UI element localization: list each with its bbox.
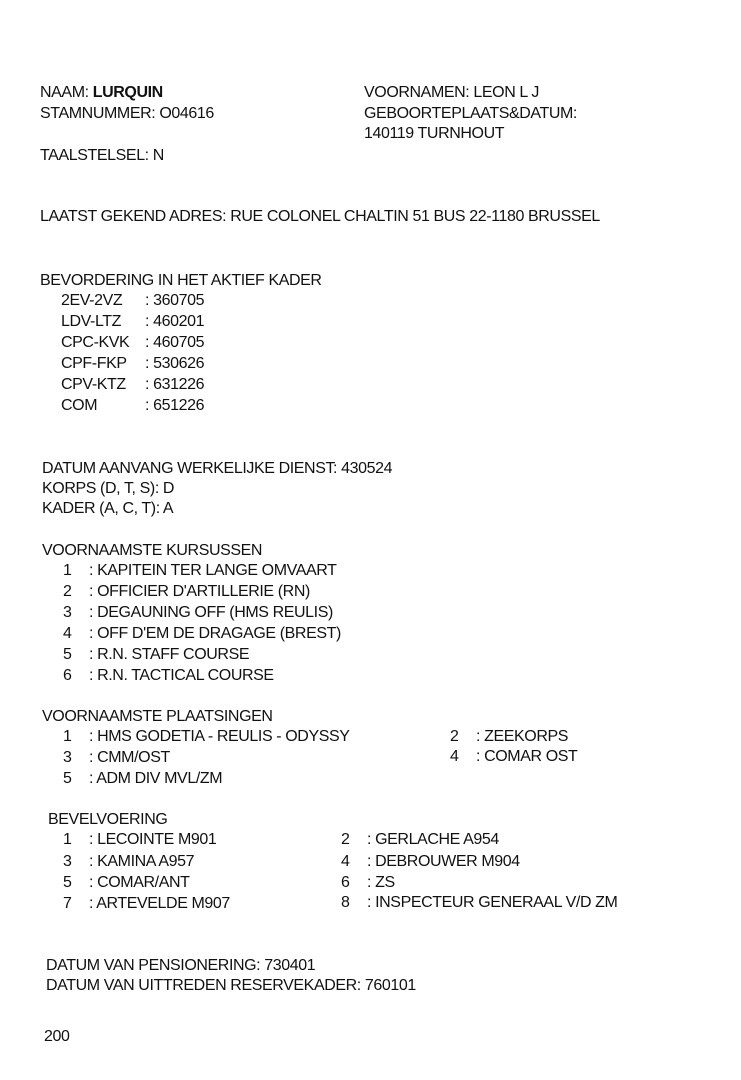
- plaatsing-item: [63, 769, 222, 789]
- aanvang-dienst: DATUM AANVANG WERKELIJKE DIENST: 430524: [42, 460, 393, 477]
- kursus-item: [63, 624, 341, 644]
- naam-line: [40, 83, 163, 103]
- bevel-item: [63, 873, 190, 893]
- adres-line: [40, 207, 600, 227]
- bevel-item: [341, 893, 617, 913]
- rank-date: : 651226: [145, 397, 205, 414]
- bevordering-title: BEVORDERING IN HET AKTIEF KADER: [40, 272, 322, 289]
- rank-date: : 460705: [145, 334, 205, 351]
- bevordering-row: [61, 291, 204, 311]
- kader: KADER (A, C, T): A: [42, 500, 174, 517]
- plaatsing-item: [450, 727, 568, 747]
- geboorte-value: 140119 TURNHOUT: [364, 125, 505, 142]
- item-text: : OFFICIER D'ARTILLERIE (RN): [89, 583, 310, 600]
- korps: KORPS (D, T, S): D: [42, 480, 175, 497]
- bevel-item: [63, 830, 216, 850]
- voornamen-line: [364, 83, 539, 103]
- bevel-item: [341, 852, 520, 872]
- kursus-item: [63, 645, 249, 665]
- taalstelsel-label: TAALSTELSEL:: [40, 147, 149, 164]
- item-text: : ARTEVELDE M907: [89, 895, 230, 912]
- taalstelsel-value: N: [152, 147, 164, 164]
- item-number: 1: [63, 562, 72, 579]
- item-number: 2: [450, 728, 459, 745]
- stamnummer-label: STAMNUMMER:: [40, 105, 156, 122]
- bevel-item: [63, 852, 194, 872]
- bevordering-row: [61, 354, 204, 374]
- plaatsingen-title: VOORNAAMSTE PLAATSINGEN: [42, 708, 273, 725]
- kursus-item: [63, 603, 333, 623]
- voornamen-label: VOORNAMEN:: [364, 84, 470, 101]
- item-text: : DEBROUWER M904: [367, 853, 520, 870]
- item-text: : ZS: [367, 874, 395, 891]
- plaatsing-item: [63, 748, 170, 768]
- item-number: 5: [63, 770, 72, 787]
- bevelvoering-title: BEVELVOERING: [48, 811, 168, 828]
- item-text: : COMAR OST: [476, 748, 578, 765]
- item-number: 4: [450, 748, 459, 765]
- item-text: : R.N. TACTICAL COURSE: [89, 667, 274, 684]
- item-text: : CMM/OST: [89, 749, 170, 766]
- stamnummer-line: [40, 104, 214, 124]
- item-text: : COMAR/ANT: [89, 874, 190, 891]
- item-number: 1: [63, 831, 72, 848]
- uittreden-reservekader: DATUM VAN UITTREDEN RESERVEKADER: 760101: [46, 977, 416, 994]
- rank: 2EV-2VZ: [61, 292, 123, 309]
- item-number: 3: [63, 749, 72, 766]
- item-text: : OFF D'EM DE DRAGAGE (BREST): [89, 625, 341, 642]
- item-text: : HMS GODETIA - REULIS - ODYSSY: [89, 728, 350, 745]
- plaatsing-item: [63, 727, 350, 747]
- rank: CPC-KVK: [61, 334, 130, 351]
- item-text: : KAPITEIN TER LANGE OMVAART: [89, 562, 337, 579]
- kursus-item: [63, 666, 274, 686]
- kursussen-title: VOORNAAMSTE KURSUSSEN: [42, 542, 263, 559]
- bevordering-row: [61, 396, 204, 416]
- kursus-item: [63, 561, 337, 581]
- page-number: 200: [44, 1028, 70, 1045]
- item-number: 3: [63, 604, 72, 621]
- item-number: 5: [63, 646, 72, 663]
- item-number: 7: [63, 895, 72, 912]
- item-number: 2: [341, 831, 350, 848]
- adres-value: RUE COLONEL CHALTIN 51 BUS 22-1180 BRUSSEL: [230, 208, 600, 225]
- rank-date: : 360705: [145, 292, 205, 309]
- item-number: 5: [63, 874, 72, 891]
- bevel-item: [341, 873, 395, 893]
- rank: CPV-KTZ: [61, 376, 126, 393]
- naam-label: NAAM:: [40, 84, 89, 101]
- item-number: 4: [63, 625, 72, 642]
- bevel-item: [341, 830, 499, 850]
- item-number: 2: [63, 583, 72, 600]
- rank-date: : 631226: [145, 376, 205, 393]
- item-number: 6: [341, 874, 350, 891]
- item-text: : ADM DIV MVL/ZM: [89, 770, 223, 787]
- item-text: : INSPECTEUR GENERAAL V/D ZM: [367, 894, 618, 911]
- item-text: : GERLACHE A954: [367, 831, 499, 848]
- bevordering-row: [61, 333, 204, 353]
- item-number: 6: [63, 667, 72, 684]
- adres-label: LAATST GEKEND ADRES:: [40, 208, 227, 225]
- stamnummer-value: O04616: [159, 105, 214, 122]
- rank: LDV-LTZ: [61, 313, 122, 330]
- rank: CPF-FKP: [61, 355, 127, 372]
- item-number: 3: [63, 853, 72, 870]
- taalstelsel-line: [40, 146, 164, 166]
- item-text: : KAMINA A957: [89, 853, 195, 870]
- plaatsing-item: [450, 747, 577, 767]
- bevel-item: [63, 894, 230, 914]
- voornamen-value: LEON L J: [473, 84, 539, 101]
- item-number: 8: [341, 894, 350, 911]
- pensionering: DATUM VAN PENSIONERING: 730401: [46, 957, 316, 974]
- item-text: : ZEEKORPS: [476, 728, 569, 745]
- item-number: 1: [63, 728, 72, 745]
- rank: COM: [61, 397, 98, 414]
- geboorte-label: GEBOORTEPLAATS&DATUM:: [364, 105, 577, 122]
- naam-value: LURQUIN: [92, 84, 163, 101]
- kursus-item: [63, 582, 310, 602]
- bevordering-row: [61, 375, 204, 395]
- rank-date: : 530626: [145, 355, 205, 372]
- item-text: : DEGAUNING OFF (HMS REULIS): [89, 604, 333, 621]
- bevordering-row: [61, 312, 204, 332]
- item-text: : LECOINTE M901: [89, 831, 217, 848]
- item-number: 4: [341, 853, 350, 870]
- item-text: : R.N. STAFF COURSE: [89, 646, 250, 663]
- rank-date: : 460201: [145, 313, 205, 330]
